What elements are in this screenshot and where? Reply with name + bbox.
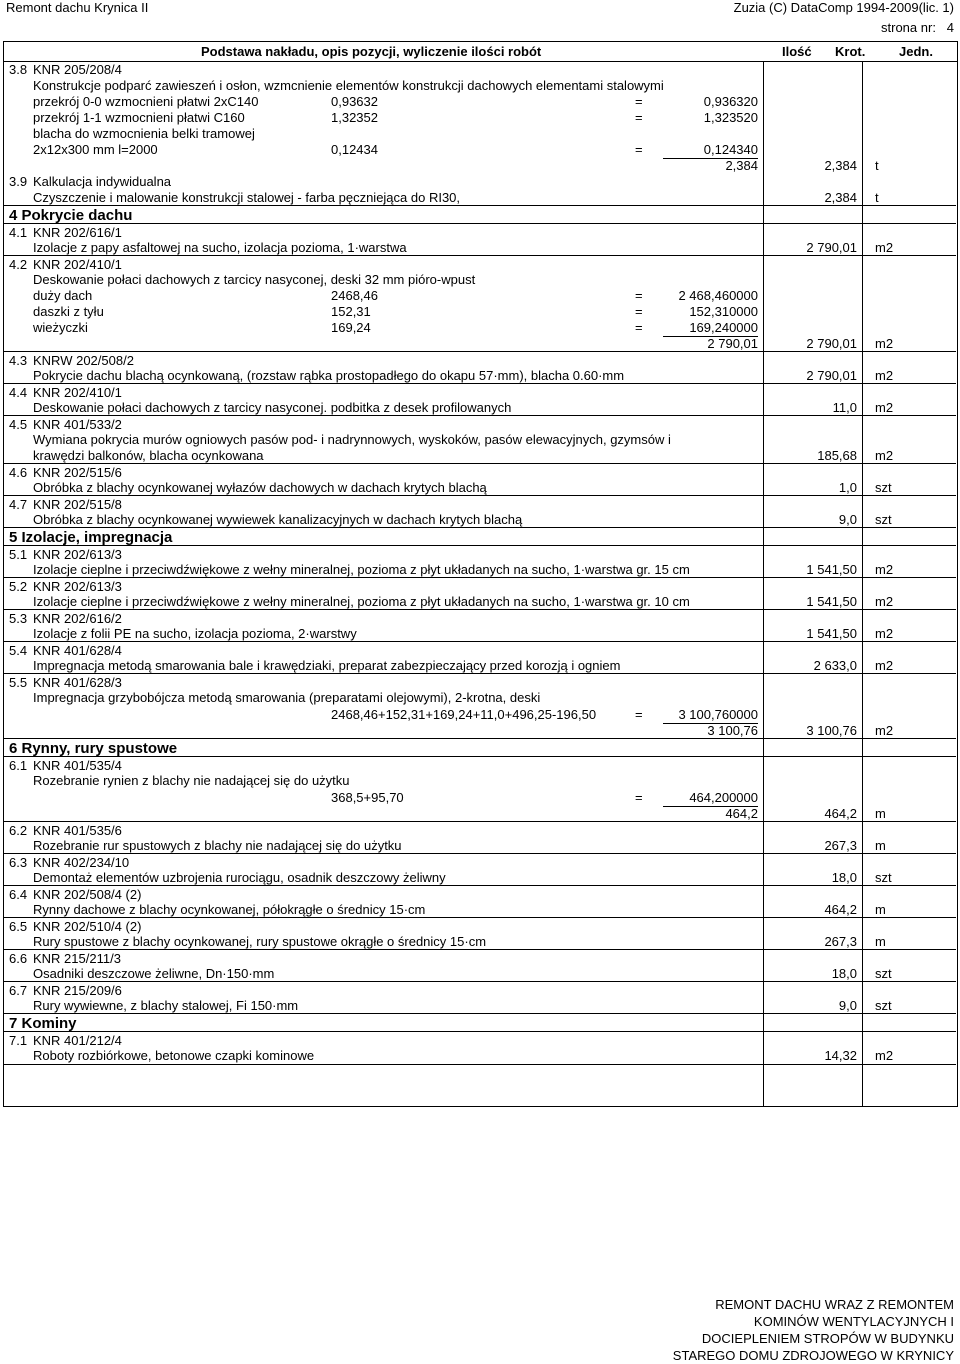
header-qty: Ilość — [782, 44, 812, 59]
table-header — [4, 42, 957, 62]
item-description: Rynny dachowe z blachy ocynkowanej, półokrągłe o średnicy 15·cm — [33, 902, 426, 917]
equals-sign: = — [635, 288, 643, 303]
item-description: Obróbka z blachy ocynkowanej wyłazów dachowych w dachach krytych blachą — [33, 480, 487, 495]
item-number: 6.6 — [9, 951, 28, 966]
subtotal: 3 100,76 — [707, 723, 758, 738]
item-code: KNRW 202/508/2 — [33, 353, 134, 368]
item-quantity: 1 541,50 — [806, 562, 857, 577]
calc-result: 0,124340 — [663, 141, 758, 159]
calc-expression: 368,5+95,70 — [331, 790, 404, 805]
item-unit: m2 — [875, 562, 894, 577]
item-code: KNR 402/234/10 — [33, 855, 130, 870]
item-quantity: 9,0 — [838, 512, 857, 527]
item-quantity: 185,68 — [817, 448, 857, 463]
subtotal: 464,2 — [725, 806, 758, 821]
section-heading: 4 Pokrycie dachu — [9, 207, 133, 224]
footer-line: STAREGO DOMU ZDROJOWEGO W KRYNICY — [672, 1348, 954, 1363]
item-description: Rury wywiewne, z blachy stalowej, Fi 150·mm — [33, 998, 299, 1013]
item-description: Rury spustowe z blachy ocynkowanej, rury spustowe okrągłe o średnicy 15·cm — [33, 934, 487, 949]
item-description: krawędzi balkonów, blacha ocynkowana — [33, 448, 264, 463]
item-description: Osadniki deszczowe żeliwne, Dn·150·mm — [33, 966, 275, 981]
calc-label: blacha do wzmocnienia belki tramowej — [33, 126, 255, 141]
item-description: Izolacje z papy asfaltowej na sucho, izolacja pozioma, 1·warstwa — [33, 240, 407, 255]
subtotal: 2 790,01 — [707, 336, 758, 351]
item-quantity: 267,3 — [824, 934, 857, 949]
item-unit: m2 — [875, 400, 894, 415]
item-code: KNR 202/613/3 — [33, 579, 122, 594]
item-description: Deskowanie połaci dachowych z tarcicy nasyconej, deski 32 mm pióro-wpust — [33, 272, 476, 287]
item-code: KNR 202/515/6 — [33, 465, 122, 480]
calc-label: daszki z tyłu — [33, 304, 104, 319]
item-unit: t — [875, 158, 879, 173]
item-quantity: 464,2 — [824, 902, 857, 917]
item-unit: szt — [875, 480, 892, 495]
equals-sign: = — [635, 790, 643, 805]
item-code: KNR 205/208/4 — [33, 62, 122, 77]
calc-value: 169,24 — [331, 320, 371, 335]
item-unit: szt — [875, 966, 892, 981]
calc-result: 152,310000 — [689, 304, 758, 319]
item-description: Konstrukcje podparć zawieszeń i osłon, wzmcnienie elementów konstrukcji dachowych elementami stalowymi — [33, 78, 664, 93]
item-code: KNR 202/410/1 — [33, 257, 122, 272]
calc-label: przekrój 1-1 wzmocnieni płatwi C160 — [33, 110, 245, 125]
header-unit: Jedn. — [899, 44, 933, 59]
item-unit: m — [875, 806, 886, 821]
item-number: 4.5 — [9, 417, 28, 432]
calc-result: 2 468,460000 — [678, 288, 758, 303]
item-code: KNR 401/533/2 — [33, 417, 122, 432]
calc-label: 2x12x300 mm l=2000 — [33, 142, 158, 157]
item-unit: m2 — [875, 626, 894, 641]
item-quantity: 9,0 — [838, 998, 857, 1013]
item-unit: szt — [875, 512, 892, 527]
item-description: Izolacje cieplne i przeciwdźwiękowe z wełny mineralnej, pozioma z płyt układanych na sucho, 1·warstwa gr. 10 cm — [33, 594, 690, 609]
equals-sign: = — [635, 110, 643, 125]
item-description: Demontaż elementów uzbrojenia rurociągu, osadnik deszczowy żeliwny — [33, 870, 446, 885]
item-unit: m — [875, 838, 886, 853]
item-description: Rozebranie rur spustowych z blachy nie nadającej się do użytku — [33, 838, 402, 853]
item-quantity: 1 541,50 — [806, 626, 857, 641]
item-unit: m — [875, 902, 886, 917]
item-description: Impregnacja metodą smarowania bale i krawędziaki, preparat zabezpieczający przed korozją i ogniem — [33, 658, 621, 673]
item-description: Roboty rozbiórkowe, betonowe czapki kominowe — [33, 1048, 315, 1063]
item-quantity: 18,0 — [831, 870, 857, 885]
item-unit: szt — [875, 870, 892, 885]
equals-sign: = — [635, 142, 643, 157]
item-number: 4.6 — [9, 465, 28, 480]
item-code: KNR 401/535/6 — [33, 823, 122, 838]
footer-line: KOMINÓW WENTYLACYJNYCH I — [753, 1314, 954, 1329]
calc-value: 0,12434 — [331, 142, 378, 157]
document-title: Remont dachu Krynica II — [6, 0, 149, 15]
calc-result: 0,936320 — [703, 94, 758, 109]
equals-sign: = — [635, 94, 643, 109]
item-unit: m2 — [875, 448, 894, 463]
item-quantity: 464,2 — [824, 806, 857, 821]
item-quantity: 1 541,50 — [806, 594, 857, 609]
item-description: Wymiana pokrycia murów ogniowych pasów pod- i nadrynnowych, wyskoków, pasów elewacyjnych, gzymsów i — [33, 432, 671, 447]
item-quantity: 2 790,01 — [806, 336, 857, 351]
item-quantity: 2 790,01 — [806, 240, 857, 255]
item-description: Deskowanie połaci dachowych z tarcicy nasyconej. podbitka z desek profilowanych — [33, 400, 512, 415]
item-number: 5.2 — [9, 579, 28, 594]
item-unit: m — [875, 934, 886, 949]
equals-sign: = — [635, 707, 643, 722]
calc-expression: 2468,46+152,31+169,24+11,0+496,25-196,50 — [331, 707, 597, 722]
item-description: Czyszczenie i malowanie konstrukcji stalowej - farba pęczniejąca do RI30, — [33, 190, 461, 205]
item-unit: m2 — [875, 240, 894, 255]
calc-value: 0,93632 — [331, 94, 378, 109]
item-unit: m2 — [875, 658, 894, 673]
item-number: 4.1 — [9, 225, 28, 240]
item-code: KNR 202/510/4 (2) — [33, 919, 142, 934]
item-number: 4.2 — [9, 257, 28, 272]
item-description: Izolacje z folii PE na sucho, izolacja pozioma, 2·warstwy — [33, 626, 357, 641]
item-number: 6.5 — [9, 919, 28, 934]
footer-line: REMONT DACHU WRAZ Z REMONTEM — [715, 1297, 954, 1312]
item-number: 6.1 — [9, 758, 28, 773]
item-quantity: 2,384 — [824, 190, 857, 205]
item-quantity: 2,384 — [824, 158, 857, 173]
table-end-rule — [3, 1064, 956, 1065]
item-unit: m2 — [875, 723, 894, 738]
item-code: KNR 401/535/4 — [33, 758, 122, 773]
calc-value: 1,32352 — [331, 110, 378, 125]
item-description: Rozebranie rynien z blachy nie nadającej się do użytku — [33, 773, 350, 788]
calc-label: wieżyczki — [33, 320, 88, 335]
item-number: 7.1 — [9, 1033, 28, 1048]
item-code: KNR 202/508/4 (2) — [33, 887, 142, 902]
header-krot: Krot. — [835, 44, 866, 59]
item-unit: m2 — [875, 368, 894, 383]
item-code: KNR 202/410/1 — [33, 385, 122, 400]
footer-line: DOCIEPLENIEM STROPÓW W BUDYNKU — [701, 1331, 954, 1346]
calc-value: 2468,46 — [331, 288, 378, 303]
equals-sign: = — [635, 320, 643, 335]
item-number: 3.8 — [9, 62, 28, 77]
item-code: KNR 401/628/4 — [33, 643, 122, 658]
software-credit: Zuzia (C) DataComp 1994-2009(lic. 1) — [733, 0, 954, 15]
item-code: KNR 202/616/1 — [33, 225, 122, 240]
item-quantity: 3 100,76 — [806, 723, 857, 738]
item-description: Impregnacja grzybobójcza metodą smarowania (preparatami olejowymi), 2-krotna, deski — [33, 690, 541, 705]
item-quantity: 1,0 — [838, 480, 857, 495]
item-code: KNR 401/212/4 — [33, 1033, 122, 1048]
item-unit: szt — [875, 998, 892, 1013]
document-footer — [673, 1296, 954, 1364]
item-number: 6.4 — [9, 887, 28, 902]
header-description: Podstawa nakładu, opis pozycji, wyliczenie ilości robót — [201, 44, 542, 59]
item-number: 5.3 — [9, 611, 28, 626]
item-number: 6.3 — [9, 855, 28, 870]
calc-label: przekrój 0-0 wzmocnieni płatwi 2xC140 — [33, 94, 259, 109]
equals-sign: = — [635, 304, 643, 319]
item-quantity: 267,3 — [824, 838, 857, 853]
item-number: 4.4 — [9, 385, 28, 400]
item-quantity: 14,32 — [824, 1048, 857, 1063]
page-header — [6, 0, 954, 40]
item-quantity: 2 633,0 — [813, 658, 857, 673]
item-unit: m2 — [875, 336, 894, 351]
item-description: Pokrycie dachu blachą ocynkowaną, (rozstaw rąbka prostopadłego do okapu 57·mm), blacha 0.60·mm — [33, 368, 625, 383]
item-number: 5.1 — [9, 547, 28, 562]
item-number: 6.7 — [9, 983, 28, 998]
item-code: Kalkulacja indywidualna — [33, 174, 172, 189]
item-number: 6.2 — [9, 823, 28, 838]
item-code: KNR 202/515/8 — [33, 497, 122, 512]
item-code: KNR 202/616/2 — [33, 611, 122, 626]
calc-result: 464,200000 — [663, 789, 758, 807]
item-description: Izolacje cieplne i przeciwdźwiękowe z wełny mineralnej, pozioma z płyt układanych na sucho, 1·warstwa gr. 15 cm — [33, 562, 690, 577]
section-heading: 6 Rynny, rury spustowe — [9, 740, 178, 757]
item-number: 4.7 — [9, 497, 28, 512]
item-description: Obróbka z blachy ocynkowanej wywiewek kanalizacyjnych w dachach krytych blachą — [33, 512, 523, 527]
item-number: 3.9 — [9, 174, 28, 189]
item-quantity: 2 790,01 — [806, 368, 857, 383]
page-number: strona nr: 4 — [881, 20, 954, 35]
calc-value: 152,31 — [331, 304, 371, 319]
calc-label: duży dach — [33, 288, 93, 303]
item-number: 4.3 — [9, 353, 28, 368]
calc-result: 3 100,760000 — [663, 706, 758, 724]
item-code: KNR 215/209/6 — [33, 983, 122, 998]
section-heading: 7 Kominy — [9, 1015, 77, 1032]
item-number: 5.5 — [9, 675, 28, 690]
item-code: KNR 401/628/3 — [33, 675, 122, 690]
item-unit: m2 — [875, 594, 894, 609]
subtotal: 2,384 — [725, 158, 758, 173]
section-heading: 5 Izolacje, impregnacja — [9, 529, 173, 546]
item-unit: t — [875, 190, 879, 205]
item-quantity: 11,0 — [832, 400, 857, 415]
calc-result: 1,323520 — [703, 110, 758, 125]
calc-result: 169,240000 — [663, 319, 758, 337]
item-code: KNR 202/613/3 — [33, 547, 122, 562]
item-unit: m2 — [875, 1048, 894, 1063]
item-code: KNR 215/211/3 — [33, 951, 121, 966]
item-number: 5.4 — [9, 643, 28, 658]
item-quantity: 18,0 — [831, 966, 857, 981]
